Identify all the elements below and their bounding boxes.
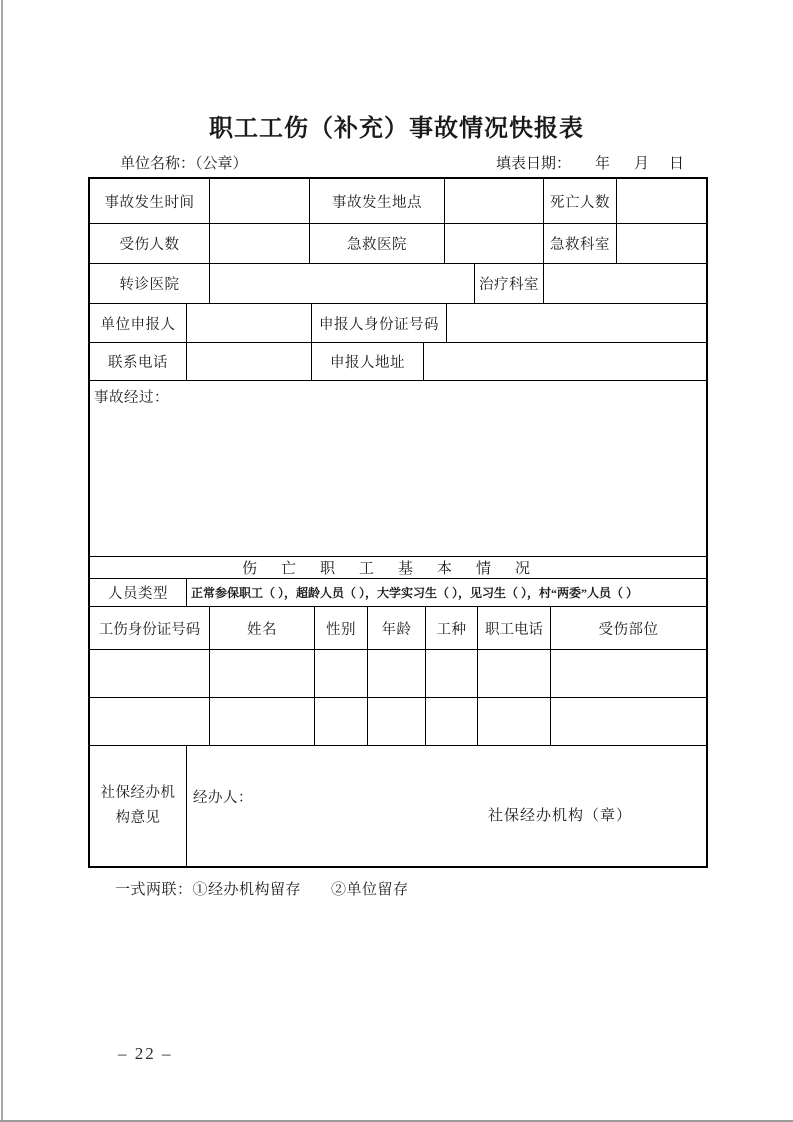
reporter-id-label: 申报人身份证号码 — [312, 304, 447, 342]
handler-label: 经办人： — [193, 790, 253, 806]
form-meta-row — [88, 152, 708, 173]
casualty-cell-r2c7 — [551, 698, 706, 745]
injured-count-value-cell — [210, 224, 310, 263]
unit-reporter-value-cell — [187, 304, 312, 342]
accident-place-label: 事故发生地点 — [310, 179, 445, 223]
approval-org-opinion-label — [90, 746, 187, 866]
transfer-hospital-label: 转诊医院 — [90, 264, 210, 303]
page-number: – 22 – — [118, 1044, 173, 1063]
casualty-empty-row-2 — [90, 698, 706, 746]
accident-description-cell — [90, 381, 706, 556]
copies-note-label: 一式两联： — [115, 882, 193, 898]
reporter-address-value-cell — [424, 343, 706, 380]
casualty-section-title: 伤亡职工基本情况 — [90, 557, 706, 579]
person-type-options: 正常参保职工（ ），超龄人员（ ），大学实习生（ ），见习生（ ），村“两委”人员（ ） — [191, 586, 639, 600]
reporter-id-value-cell — [447, 304, 706, 342]
accident-time-value-cell — [210, 179, 310, 223]
deaths-value-cell — [617, 179, 706, 223]
org-seal-label: 社保经办机构（章） — [488, 808, 633, 824]
scan-edge-left-line — [1, 0, 3, 1122]
contact-phone-value-cell — [187, 343, 312, 380]
fill-date-month-label: 月 — [633, 156, 649, 172]
table-row-2 — [90, 224, 706, 264]
accident-time-label: 事故发生时间 — [90, 179, 210, 223]
approval-org-opinion-label-text: 社保经办机构意见 — [100, 785, 176, 826]
table-row-3 — [90, 264, 706, 304]
column-header-name: 姓名 — [210, 607, 315, 649]
accident-description-label: 事故经过： — [94, 390, 169, 406]
rescue-hospital-label: 急救医院 — [310, 224, 445, 263]
casualty-cell-r2c6 — [478, 698, 551, 745]
casualty-cell-r1c7 — [551, 650, 706, 697]
treatment-dept-label: 治疗科室 — [475, 264, 544, 303]
deaths-label: 死亡人数 — [544, 179, 617, 223]
rescue-dept-label: 急救科室 — [544, 224, 617, 263]
copies-note-copy1: ①经办机构留存 — [192, 882, 302, 898]
casualty-cell-r2c3 — [315, 698, 368, 745]
table-row-4 — [90, 304, 706, 343]
column-header-age: 年龄 — [368, 607, 426, 649]
casualty-cell-r2c4 — [368, 698, 426, 745]
approval-content-cell — [187, 746, 706, 866]
fill-date-year-label: 年 — [594, 156, 610, 172]
column-header-worker-phone: 职工电话 — [478, 607, 551, 649]
casualty-cell-r1c2 — [210, 650, 315, 697]
treatment-dept-value-cell — [544, 264, 706, 303]
injured-count-label: 受伤人数 — [90, 224, 210, 263]
casualty-cell-r2c2 — [210, 698, 315, 745]
table-row-accident-desc — [90, 381, 706, 557]
rescue-hospital-value-cell — [445, 224, 544, 263]
casualty-header-row — [90, 607, 706, 650]
column-header-injury-id: 工伤身份证号码 — [90, 607, 210, 649]
table-row-1 — [90, 179, 706, 224]
unit-reporter-label: 单位申报人 — [90, 304, 187, 342]
fill-date — [496, 152, 708, 173]
column-header-injured-part: 受伤部位 — [598, 621, 659, 638]
person-type-label: 人员类型 — [90, 579, 187, 606]
casualty-cell-r1c6 — [478, 650, 551, 697]
fill-date-label: 填表日期： — [495, 156, 571, 172]
casualty-cell-r1c4 — [368, 650, 426, 697]
contact-phone-label: 联系电话 — [90, 343, 187, 380]
casualty-cell-r2c1 — [90, 698, 210, 745]
approval-row — [90, 746, 706, 866]
transfer-hospital-value-cell — [210, 264, 475, 303]
copies-note — [115, 878, 409, 899]
report-table — [88, 177, 708, 868]
casualty-cell-r2c5 — [426, 698, 478, 745]
fill-date-day-label: 日 — [668, 156, 684, 172]
copies-note-copy2: ②单位留存 — [331, 882, 409, 898]
casualty-cell-r1c5 — [426, 650, 478, 697]
casualty-cell-r1c1 — [90, 650, 210, 697]
table-row-5 — [90, 343, 706, 381]
table-row-person-type — [90, 579, 706, 607]
accident-place-value-cell — [445, 179, 544, 223]
casualty-cell-r1c3 — [315, 650, 368, 697]
page-title: 职工工伤（补充）事故情况快报表 — [209, 116, 584, 142]
column-header-gender: 性别 — [315, 607, 368, 649]
column-header-job-type: 工种 — [426, 607, 478, 649]
rescue-dept-value-cell — [617, 224, 706, 263]
unit-name-label: 单位名称：（公章） — [120, 156, 248, 172]
reporter-address-label: 申报人地址 — [312, 343, 424, 380]
casualty-empty-row-1 — [90, 650, 706, 698]
